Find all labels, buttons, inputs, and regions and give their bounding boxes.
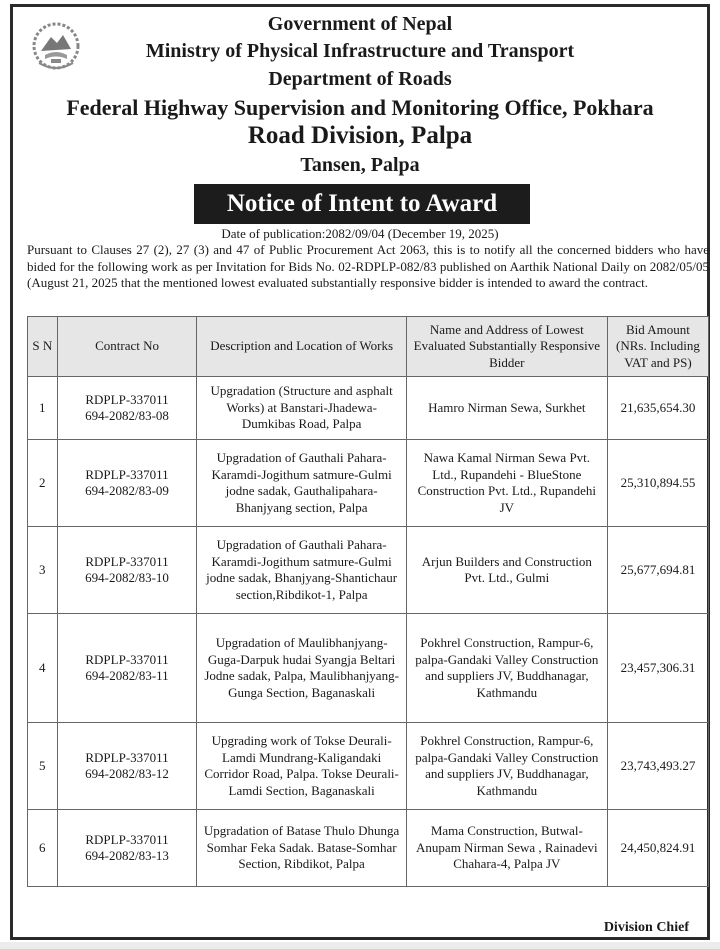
- cell-description: Upgrading work of Tokse Deurali-Lamdi Mundrang-Kaligandaki Corridor Road, Palpa. Tokse Deurali-Lamdi Section, Baganaskali: [197, 723, 406, 810]
- cell-contract-no: [57, 614, 197, 723]
- col-header-amount: Bid Amount (NRs. Including VAT and PS): [607, 317, 708, 377]
- notice-document: [10, 4, 710, 940]
- cell-amount: 21,635,654.30: [607, 377, 708, 440]
- cell-contract-no: [57, 527, 197, 614]
- cell-sn: 6: [28, 810, 58, 887]
- cell-bidder: Pokhrel Construction, Rampur-6, palpa-Gandaki Valley Construction and suppliers JV, Buddhanagar, Kathmandu: [406, 614, 607, 723]
- notice-body: Pursuant to Clauses 27 (2), 27 (3) and 47 of Public Procurement Act 2063, this is to notify all the concerned bidders who have bided for the following work as per Invitation for Bids No. 02-RDPLP-082/83 published on Aarthik National Daily on 2082/05/05 (August 21, 2025 that the mentioned lowest evaluated substantially responsive bidder is intended to award the contract.: [27, 242, 709, 290]
- table-row: [28, 723, 709, 810]
- header-division: Road Division, Palpa: [247, 122, 473, 149]
- table-row: [28, 377, 709, 440]
- cell-contract-no: [57, 377, 197, 440]
- cell-description: Upgradation (Structure and asphalt Works) at Banstari-Jhadewa-Dumkibas Road, Palpa: [197, 377, 406, 440]
- table-row: [28, 440, 709, 527]
- signature-division-chief: Division Chief: [603, 920, 689, 935]
- publication-date: Date of publication:2082/09/04 (December 19, 2025): [221, 226, 499, 241]
- table-header-row: [28, 317, 709, 377]
- cell-sn: 4: [28, 614, 58, 723]
- cell-amount: 23,457,306.31: [607, 614, 708, 723]
- col-header-description: Description and Location of Works: [197, 317, 406, 377]
- col-header-sn: S N: [28, 317, 58, 377]
- cell-bidder: Pokhrel Construction, Rampur-6, palpa-Gandaki Valley Construction and suppliers JV, Buddhanagar, Kathmandu: [406, 723, 607, 810]
- header-department: Department of Roads: [268, 68, 452, 90]
- contract-no-line2: 694-2082/83-13: [85, 848, 169, 863]
- cell-sn: 1: [28, 377, 58, 440]
- cell-bidder: Hamro Nirman Sewa, Surkhet: [406, 377, 607, 440]
- cell-description: Upgradation of Gauthali Pahara-Karamdi-Jogithum satmure-Gulmi jodne sadak, Bhanjyang-Shantichaur section,Ribdikot-1, Palpa: [197, 527, 406, 614]
- contract-no-line1: RDPLP-337011: [85, 553, 169, 569]
- cell-bidder: Arjun Builders and Construction Pvt. Ltd., Gulmi: [406, 527, 607, 614]
- cell-bidder: Mama Construction, Butwal-Anupam Nirman Sewa , Rainadevi Chahara-4, Palpa JV: [406, 810, 607, 887]
- table-row: [28, 810, 709, 887]
- cell-amount: 24,450,824.91: [607, 810, 708, 887]
- cell-sn: 3: [28, 527, 58, 614]
- cell-contract-no: [57, 810, 197, 887]
- cell-description: Upgradation of Gauthali Pahara-Karamdi-Jogithum satmure-Gulmi jodne sadak, Gauthalipahara-Bhanjyang section, Palpa: [197, 440, 406, 527]
- header-government: Government of Nepal: [267, 13, 453, 35]
- contract-no-line2: 694-2082/83-12: [85, 766, 169, 781]
- cell-sn: 2: [28, 440, 58, 527]
- table-row: [28, 614, 709, 723]
- cell-description: Upgradation of Batase Thulo Dhunga Somhar Feka Sadak. Batase-Somhar Section, Ribdikot, Palpa: [197, 810, 406, 887]
- contract-no-line2: 694-2082/83-11: [85, 668, 169, 683]
- col-header-bidder: Name and Address of Lowest Evaluated Substantially Responsive Bidder: [406, 317, 607, 377]
- cell-bidder: Nawa Kamal Nirman Sewa Pvt. Ltd., Rupandehi - BlueStone Construction Pvt. Ltd., Rupandehi JV: [406, 440, 607, 527]
- notice-title: Notice of Intent to Award: [194, 184, 530, 224]
- cell-amount: 25,677,694.81: [607, 527, 708, 614]
- header-location: Tansen, Palpa: [300, 154, 420, 176]
- contract-no-line1: RDPLP-337011: [85, 831, 169, 847]
- table-row: [28, 527, 709, 614]
- contract-no-line1: RDPLP-337011: [85, 651, 169, 667]
- cell-contract-no: [57, 723, 197, 810]
- cell-amount: 23,743,493.27: [607, 723, 708, 810]
- contract-no-line1: RDPLP-337011: [85, 749, 169, 765]
- award-table: [27, 316, 709, 887]
- cell-description: Upgradation of Maulibhanjyang-Guga-Darpuk hudai Syangja Beltari Jodne sadak, Palpa, Maulibhanjyang-Gunga Section, Baganaskali: [197, 614, 406, 723]
- cell-sn: 5: [28, 723, 58, 810]
- cell-contract-no: [57, 440, 197, 527]
- header-office: Federal Highway Supervision and Monitoring Office, Pokhara: [66, 95, 654, 120]
- contract-no-line2: 694-2082/83-08: [85, 408, 169, 423]
- contract-no-line2: 694-2082/83-10: [85, 570, 169, 585]
- cell-amount: 25,310,894.55: [607, 440, 708, 527]
- contract-no-line1: RDPLP-337011: [85, 466, 169, 482]
- page-bottom-strip: [0, 942, 720, 949]
- header-ministry: Ministry of Physical Infrastructure and Transport: [145, 40, 575, 62]
- col-header-contract-no: Contract No: [57, 317, 197, 377]
- contract-no-line1: RDPLP-337011: [85, 391, 169, 407]
- contract-no-line2: 694-2082/83-09: [85, 483, 169, 498]
